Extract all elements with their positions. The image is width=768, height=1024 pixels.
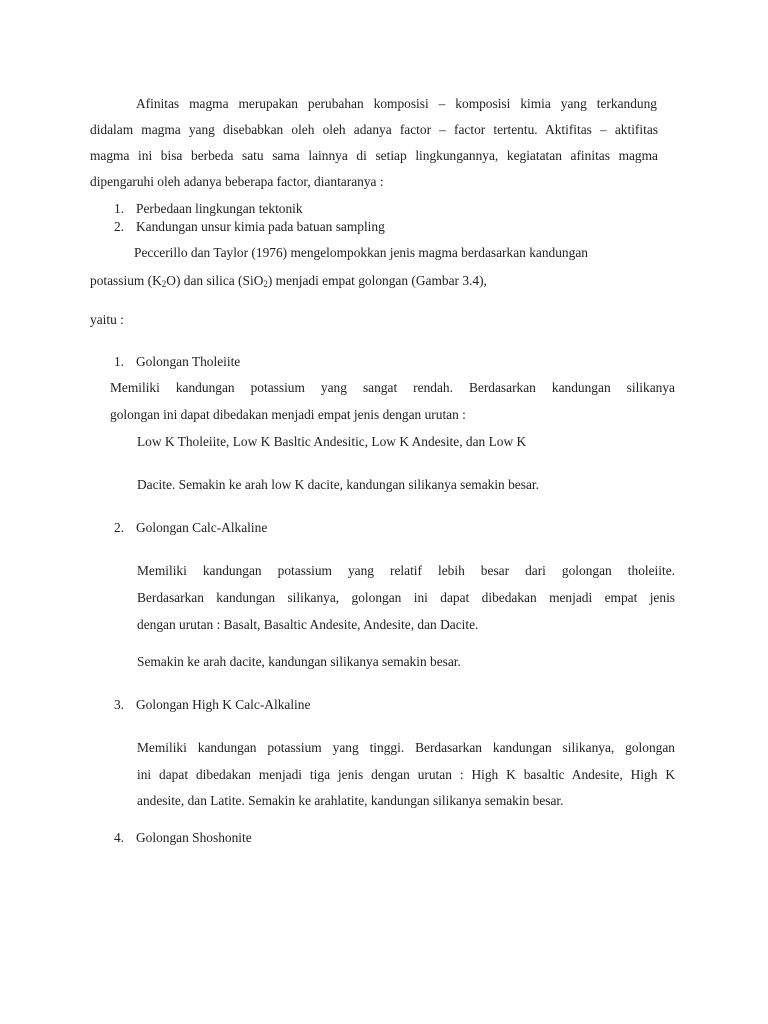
group-list-line: Low K Tholeiite, Low K Basltic Andesitic, Low K Andesite, dan Low K [137, 434, 527, 449]
intro-line-4: dipengaruhi oleh adanya beberapa factor, diantaranya : [90, 174, 384, 189]
group-title: Golongan Calc-Alkaline [136, 520, 268, 535]
peccerillo-text-a: potassium (K [90, 273, 162, 288]
peccerillo-line-3: yaitu : [90, 312, 124, 327]
group-desc-line: golongan ini dapat dibedakan menjadi empat jenis dengan urutan : [110, 407, 466, 422]
group-list-line: Dacite. Semakin ke arah low K dacite, kandungan silikanya semakin besar. [137, 477, 539, 492]
intro-line-3: magma ini bisa berbeda satu sama lainnya di setiap lingkungannya, kegiatatan afinitas magma [90, 148, 658, 163]
group-desc-line: Semakin ke arah dacite, kandungan silikanya semakin besar. [137, 654, 461, 669]
factor-item: Perbedaan lingkungan tektonik [136, 201, 303, 216]
factor-number: 2. [113, 219, 124, 234]
group-number: 3. [113, 697, 124, 712]
group-title: Golongan Shoshonite [136, 830, 252, 845]
group-title: Golongan Tholeiite [136, 354, 241, 369]
intro-line-2: didalam magma yang disebabkan oleh oleh adanya factor – factor tertentu. Aktifitas – aktifitas [90, 122, 658, 137]
subscript-2: 2 [263, 279, 268, 289]
intro-line-1: Afinitas magma merupakan perubahan komposisi – komposisi kimia yang terkandung [136, 96, 657, 111]
group-desc-line: Memiliki kandungan potassium yang sangat rendah. Berdasarkan kandungan silikanya [110, 380, 675, 395]
factor-number: 1. [113, 201, 124, 216]
group-number: 2. [113, 520, 124, 535]
group-number: 4. [113, 830, 124, 845]
peccerillo-text-c: ) menjadi empat golongan (Gambar 3.4), [267, 273, 487, 288]
group-number: 1. [113, 354, 124, 369]
group-desc-line: Memiliki kandungan potassium yang tinggi. Berdasarkan kandungan silikanya, golongan [137, 740, 675, 755]
peccerillo-line-2 [90, 273, 487, 289]
subscript-2: 2 [161, 279, 167, 289]
group-desc-line: ini dapat dibedakan menjadi tiga jenis dengan urutan : High K basaltic Andesite, High K [137, 767, 675, 782]
peccerillo-text-b: O) dan silica (SiO [166, 273, 264, 288]
group-desc-line: Memiliki kandungan potassium yang relatif lebih besar dari golongan tholeiite. [137, 563, 675, 578]
group-desc-line: dengan urutan : Basalt, Basaltic Andesite, Andesite, dan Dacite. [137, 617, 479, 632]
group-title: Golongan High K Calc-Alkaline [136, 697, 311, 712]
group-desc-line: andesite, dan Latite. Semakin ke arahlatite, kandungan silikanya semakin besar. [137, 793, 564, 808]
factor-item: Kandungan unsur kimia pada batuan sampling [136, 219, 385, 234]
group-desc-line: Berdasarkan kandungan silikanya, golongan ini dapat dibedakan menjadi empat jenis [137, 590, 675, 605]
peccerillo-line-1: Peccerillo dan Taylor (1976) mengelompokkan jenis magma berdasarkan kandungan [134, 245, 588, 260]
